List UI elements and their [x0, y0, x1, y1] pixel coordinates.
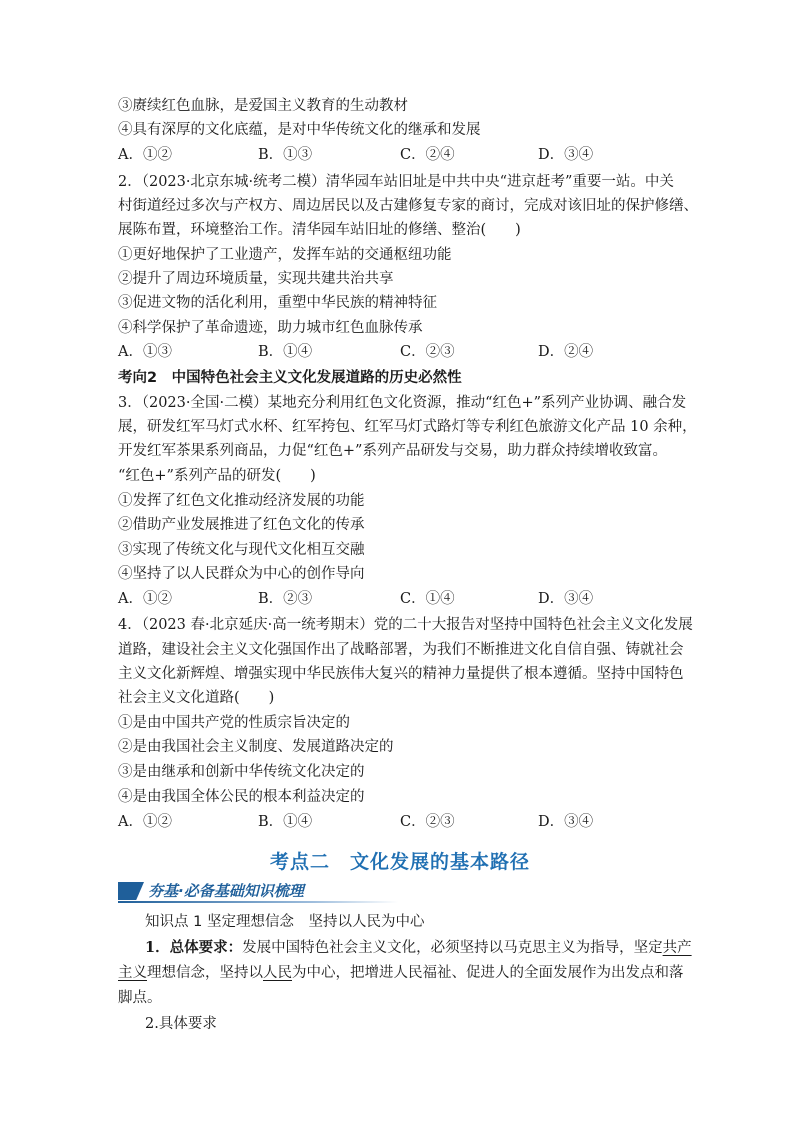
q2-option-a[interactable]: A．①③ [118, 344, 172, 360]
q2-option-b[interactable]: B．①④ [258, 344, 313, 360]
q2-statement-4: ④科学保护了革命遗迹，助力城市红色血脉传承 [118, 320, 423, 336]
q3-statement-1: ①发挥了红色文化推动经济发展的功能 [118, 493, 365, 509]
q4-statement-4: ④是由我国全体公民的根本利益决定的 [118, 789, 365, 805]
q4-statement-3: ③是由继承和创新中华传统文化决定的 [118, 764, 365, 780]
q1-option-d[interactable]: D．③④ [538, 147, 594, 163]
p1-text-b: 理想信念，坚持以 [147, 965, 263, 981]
q1-option-c[interactable]: C．②④ [400, 147, 455, 163]
q4-option-b[interactable]: B．①④ [258, 814, 313, 830]
blank-answer-1a: 共产 [662, 940, 692, 956]
q1-statement-3: ③赓续红色血脉，是爱国主义教育的生动教材 [118, 98, 408, 114]
banner-label: 夯基·必备基础知识梳理 [148, 882, 304, 900]
q3-option-c[interactable]: C．①④ [400, 591, 455, 607]
q3-stem-line-3: 开发红军茶果系列商品，力促“红色+”系列产品研发与交易，助力群众持续增收致富。 [118, 443, 667, 459]
q1-option-b[interactable]: B．①③ [258, 147, 313, 163]
p1-text-c: 为中心，把增进人民福祉、促进人的全面发展作为出发点和落 [292, 965, 684, 981]
q2-stem-line-2: 村街道经过多次与产权方、周边居民以及古建修复专家的商讨，完成对该旧址的保护修缮、 [118, 198, 698, 214]
q3-option-a[interactable]: A．①② [118, 591, 172, 607]
q4-option-a[interactable]: A．①② [118, 814, 172, 830]
knowledge-paragraph-1-line-1 [145, 938, 692, 958]
blank-answer-2: 人民 [263, 965, 292, 981]
q4-option-c[interactable]: C．②③ [400, 814, 455, 830]
q3-option-d[interactable]: D．③④ [538, 591, 594, 607]
q4-options [118, 812, 678, 832]
knowledge-banner [118, 882, 398, 902]
q2-statement-1: ①更好地保护了工业遗产，发挥车站的交通枢纽功能 [118, 247, 452, 263]
knowledge-paragraph-1-line-3: 脚点。 [118, 990, 162, 1006]
q2-statement-3: ③促进文物的活化利用，重塑中华民族的精神特征 [118, 295, 437, 311]
q2-stem-line-1: 2．（2023·北京东城·统考二模）清华园车站旧址是中共中央“进京赶考”重要一站。中关 [118, 174, 674, 190]
q4-statement-2: ②是由我国社会主义制度、发展道路决定的 [118, 739, 394, 755]
q4-option-d[interactable]: D．③④ [538, 814, 594, 830]
q4-stem-line-1: 4．（2023 春·北京延庆·高一统考期末）党的二十大报告对坚持中国特色社会主义文化发展 [118, 617, 693, 633]
q2-option-d[interactable]: D．②④ [538, 344, 594, 360]
blank-answer-1b: 主义 [118, 965, 147, 981]
q4-statement-1: ①是由中国共产党的性质宗旨决定的 [118, 715, 350, 731]
q2-options [118, 342, 678, 362]
q2-statement-2: ②提升了周边环境质量，实现共建共治共享 [118, 271, 394, 287]
knowledge-paragraph-1-line-2 [118, 963, 684, 983]
q3-statement-3: ③实现了传统文化与现代文化相互交融 [118, 542, 365, 558]
q4-stem-line-4: 社会主义文化道路( ) [118, 690, 275, 706]
q3-stem-line-2: 展，研发红军马灯式水杯、红军挎包、红军马灯式路灯等专利红色旅游文化产品 10 余种， [118, 419, 697, 435]
q1-option-a[interactable]: A．①② [118, 147, 172, 163]
q4-stem-line-2: 道路，建设社会主义文化强国作出了战略部署，为我们不断推进文化自信自强、铸就社会 [118, 642, 684, 658]
banner-accent-bar [118, 882, 144, 900]
q3-stem-line-1: 3．（2023·全国·二模）某地充分利用红色文化资源，推动“红色+”系列产业协调、融合发 [118, 395, 687, 411]
q3-stem-line-4: “红色+”系列产品的研发( ) [118, 468, 316, 484]
banner-underline [118, 901, 398, 903]
q2-stem-line-3: 展陈布置，环境整治工作。清华园车站旧址的修缮、整治( ) [118, 222, 521, 238]
q3-options [118, 589, 678, 609]
specific-requirements-heading: 2.具体要求 [145, 1016, 217, 1032]
general-requirement-label: 1．总体要求： [145, 939, 243, 956]
q2-option-c[interactable]: C．②③ [400, 344, 455, 360]
direction-2-heading: 考向2 中国特色社会主义文化发展道路的历史必然性 [118, 370, 462, 386]
q4-stem-line-3: 主义文化新辉煌、增强实现中华民族伟大复兴的精神力量提供了根本遵循。坚持中国特色 [118, 666, 684, 682]
p1-text-a: 发展中国特色社会主义文化，必须坚持以马克思主义为指导，坚定 [242, 940, 663, 956]
q1-options [118, 145, 678, 165]
q3-statement-4: ④坚持了以人民群众为中心的创作导向 [118, 566, 365, 582]
q3-option-b[interactable]: B．②③ [258, 591, 313, 607]
q1-statement-4: ④具有深厚的文化底蕴，是对中华传统文化的继承和发展 [118, 122, 481, 138]
section-title: 考点二 文化发展的基本路径 [269, 851, 530, 873]
q3-statement-2: ②借助产业发展推进了红色文化的传承 [118, 517, 365, 533]
knowledge-point-title: 知识点 1 坚定理想信念 坚持以人民为中心 [145, 914, 425, 930]
